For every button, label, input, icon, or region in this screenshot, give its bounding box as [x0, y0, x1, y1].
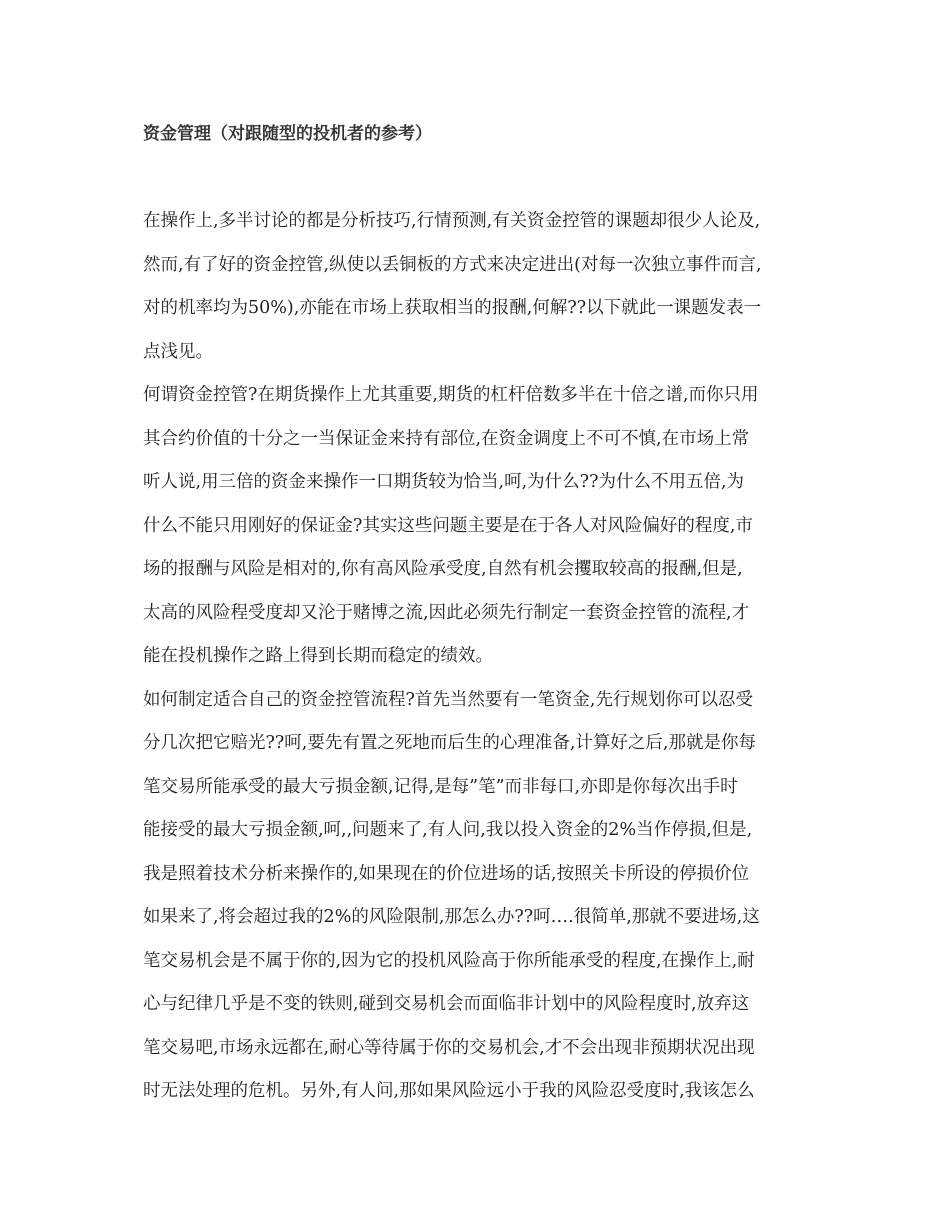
body-line: 笔交易所能承受的最大亏损金额,记得,是每”笔”而非每口,亦即是你每次出手时 — [143, 777, 738, 797]
body-line: 能接受的最大亏损金额,呵,,问题来了,有人问,我以投入资金的2%当作停损,但是, — [143, 820, 753, 840]
document-title: 资金管理（对跟随型的投机者的参考） — [143, 124, 432, 144]
body-line: 太高的风险程受度却又沦于赌博之流,因此必须先行制定一套资金控管的流程,才 — [143, 603, 750, 623]
body-line: 时无法处理的危机。另外,有人问,那如果风险远小于我的风险忍受度时,我该怎么 — [143, 1081, 755, 1101]
body-line: 笔交易机会是不属于你的,因为它的投机风险高于你所能承受的程度,在操作上,耐 — [143, 951, 755, 971]
body-line: 何谓资金控管?在期货操作上尤其重要,期货的杠杆倍数多半在十倍之谱,而你只用 — [143, 385, 759, 405]
body-line: 分几次把它赔光??呵,要先有置之死地而后生的心理准备,计算好之后,那就是你每 — [143, 733, 756, 753]
body-line: 听人说,用三倍的资金来操作一口期货较为恰当,呵,为什么??为什么不用五倍,为 — [143, 472, 745, 492]
body-line: 场的报酬与风险是相对的,你有高风险承受度,自然有机会攫取较高的报酬,但是, — [143, 559, 743, 579]
body-line: 如果来了,将会超过我的2%的风险限制,那怎么办??呵….很简单,那就不要进场,这 — [143, 907, 760, 927]
body-line: 对的机率均为50%),亦能在市场上获取相当的报酬,何解??以下就此一课题发表一 — [143, 298, 762, 318]
body-line: 什么不能只用刚好的保证金?其实这些问题主要是在于各人对风险偏好的程度,市 — [143, 516, 753, 536]
body-line: 其合约价值的十分之一当保证金来持有部位,在资金调度上不可不慎,在市场上常 — [143, 429, 750, 449]
body-line: 如何制定适合自己的资金控管流程?首先当然要有一笔资金,先行规划你可以忍受 — [143, 690, 753, 710]
body-line: 然而,有了好的资金控管,纵使以丢铜板的方式来决定进出(对每一次独立事件而言, — [143, 255, 762, 275]
body-line: 能在投机操作之路上得到长期而稳定的绩效。 — [143, 646, 493, 666]
body-line: 点浅见。 — [143, 342, 213, 362]
body-line: 我是照着技术分析来操作的,如果现在的价位进场的话,按照关卡所设的停损价位 — [143, 864, 750, 884]
body-line: 心与纪律几乎是不变的铁则,碰到交易机会而面临非计划中的风险程度时,放弃这 — [143, 994, 750, 1014]
body-line: 在操作上,多半讨论的都是分析技巧,行情预测,有关资金控管的课题却很少人论及, — [143, 211, 761, 231]
body-line: 笔交易吧,市场永远都在,耐心等待属于你的交易机会,才不会出现非预期状况出现 — [143, 1038, 755, 1058]
